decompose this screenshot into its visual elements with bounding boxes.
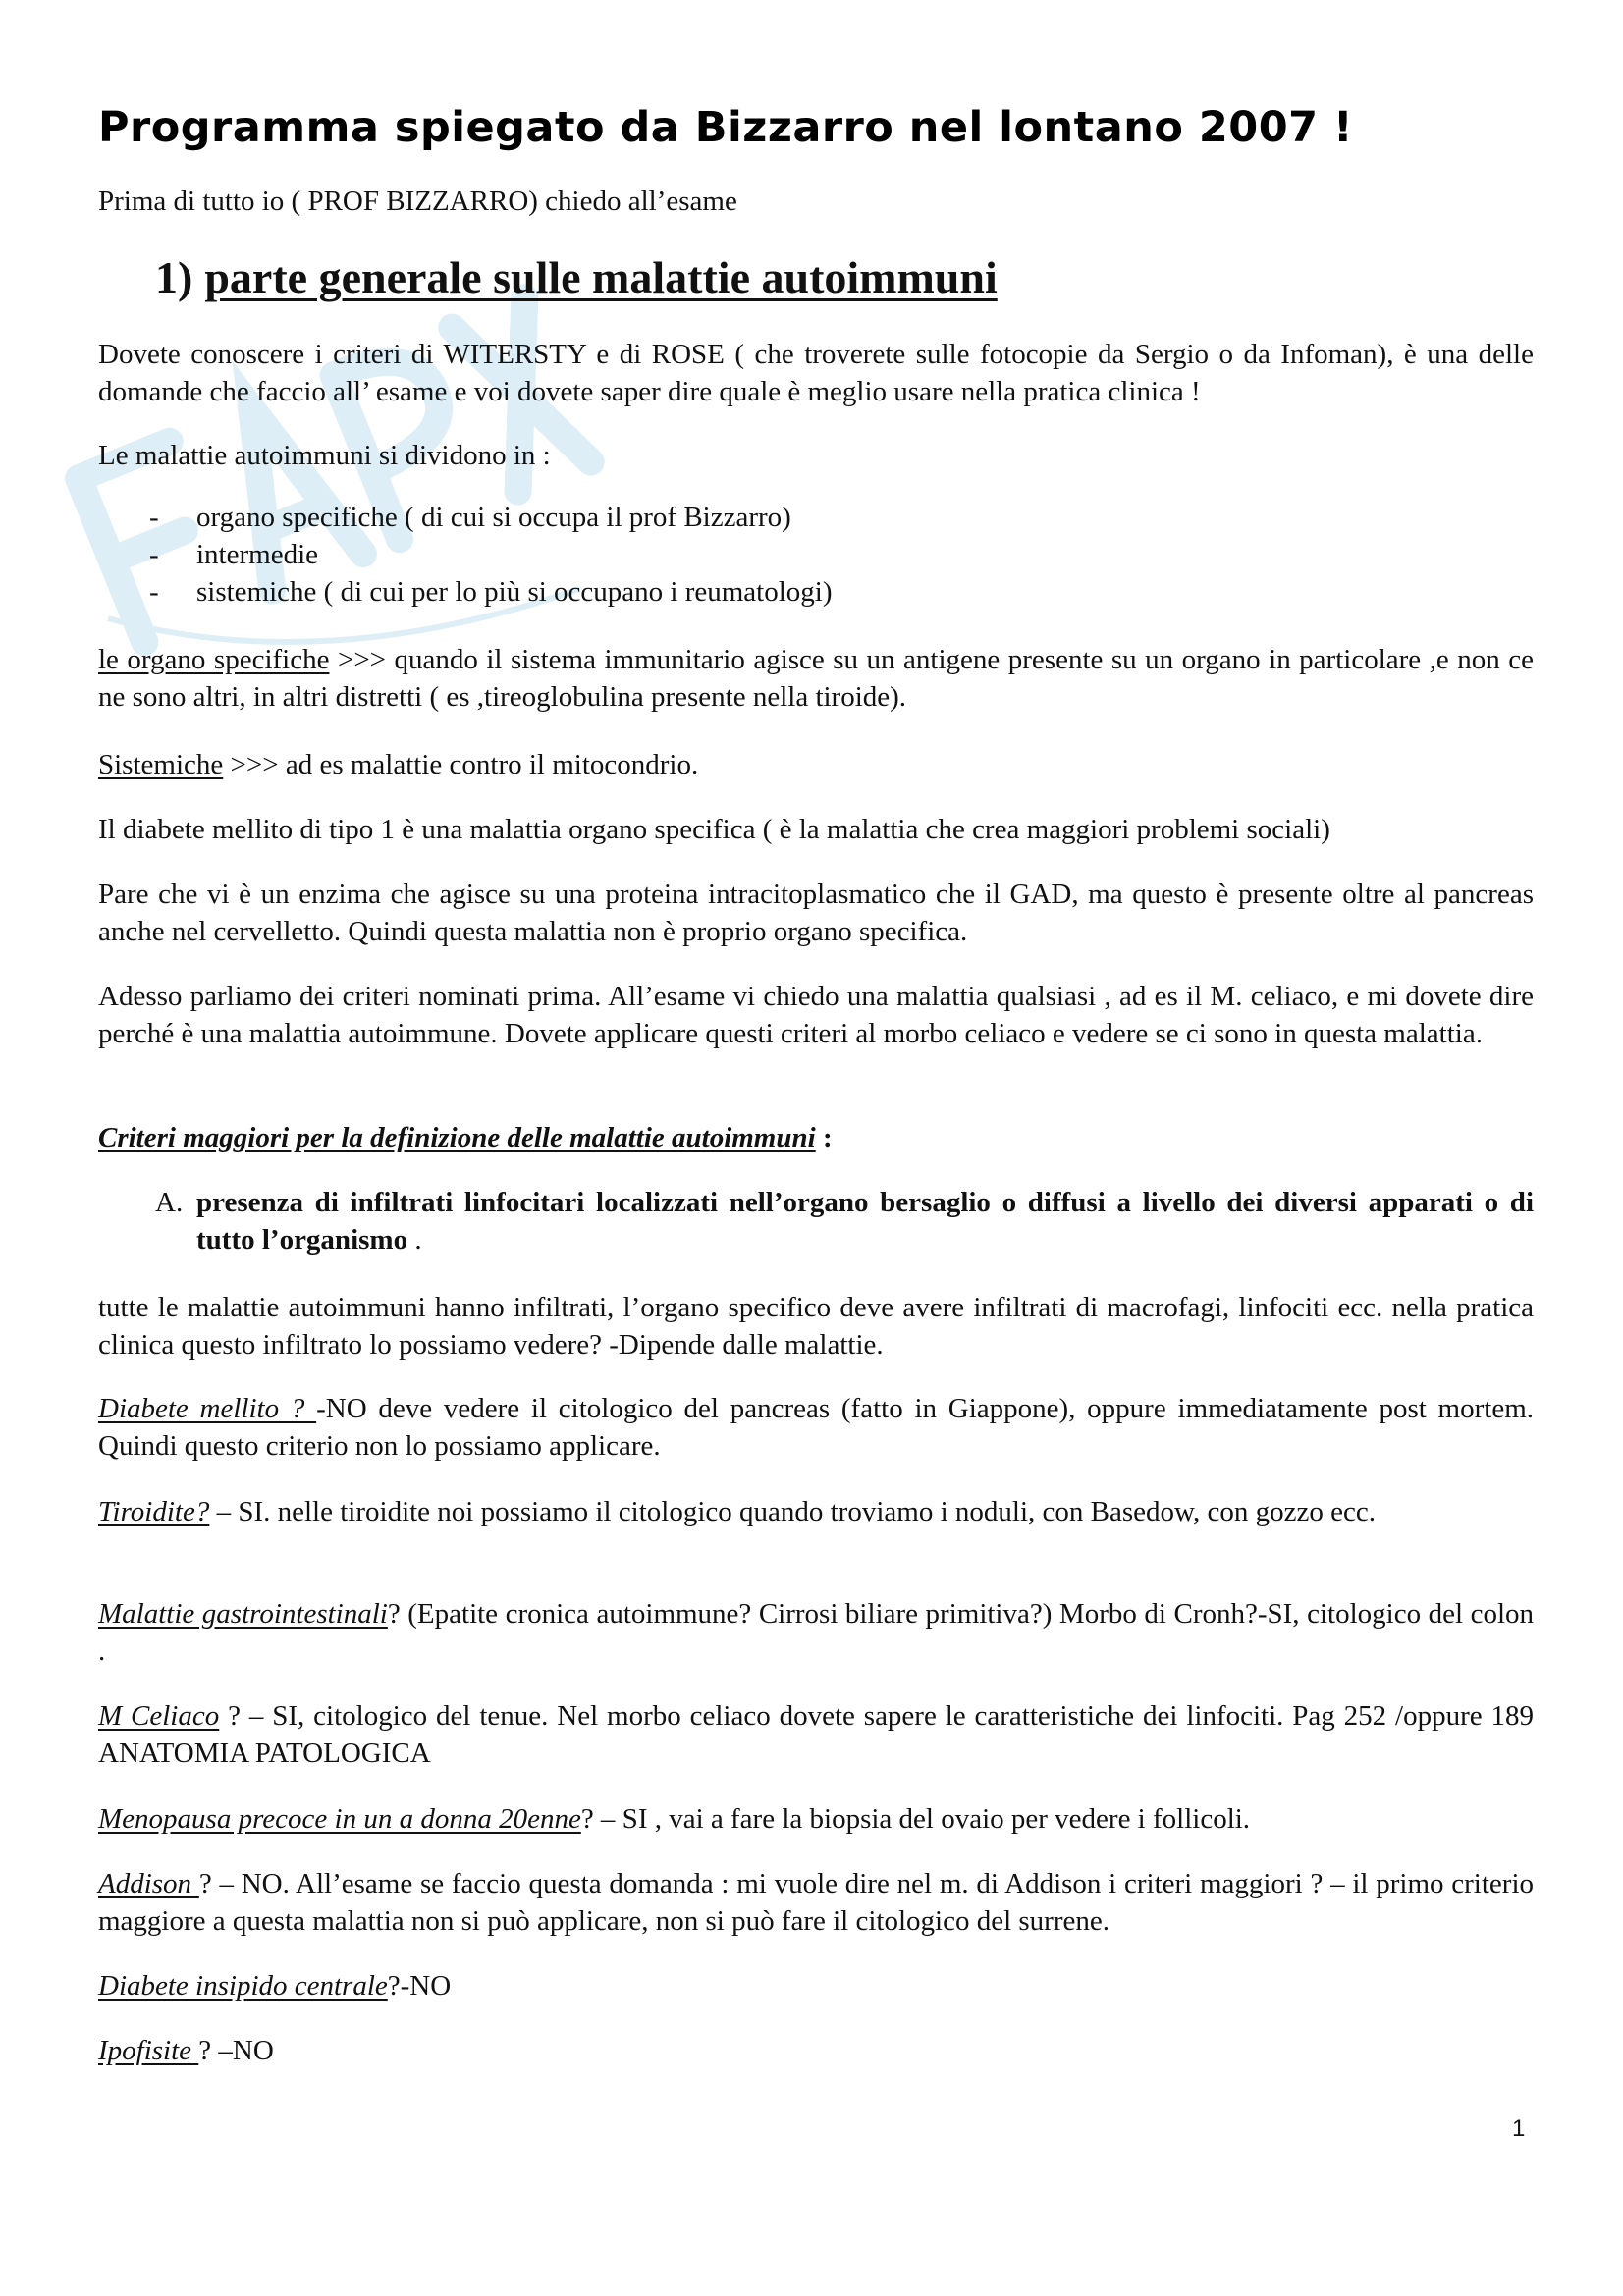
qa-diabete-mellito [98, 1390, 1534, 1465]
paragraph-infiltrati [98, 1289, 1534, 1363]
paragraph-text: Le malattie autoimmuni si dividono in : [98, 440, 551, 471]
list-item-text: intermedie [196, 539, 319, 570]
list-item: - intermedie [98, 536, 833, 573]
qa-question: M Celiaco [98, 1700, 220, 1732]
paragraph-text: Il diabete mellito di tipo 1 è una malattia organo specifica ( è la malattia che crea maggiori problemi sociali) [98, 814, 1330, 845]
page-number: 1 [1512, 2115, 1526, 2142]
watermark-logo [29, 265, 638, 697]
section-heading [155, 245, 998, 310]
qa-ipofisite [98, 2032, 1534, 2069]
list-item: - organo specifiche ( di cui si occupa il prof Bizzarro) [98, 499, 833, 536]
criterion-a-end: . [407, 1224, 422, 1255]
qa-question: Menopausa precoce in un a donna 20enne [98, 1803, 581, 1835]
section-number: 1) [155, 252, 193, 302]
qa-m-celiaco [98, 1697, 1534, 1772]
qa-diabete-insipido [98, 1967, 1534, 2004]
qa-question: Tiroidite? [98, 1496, 210, 1527]
paragraph-enzima [98, 876, 1534, 950]
paragraph-text: Adesso parliamo dei criteri nominati prima. All’esame vi chiedo una malattia qualsiasi , ad es il M. celiaco, e mi dovete dire perché è una malattia autoimmune. Dovete applicare questi criteri al morbo celiaco e vedere se ci sono in questa malattia. [98, 981, 1534, 1049]
qa-question: Addison [98, 1868, 199, 1899]
list-item-text: sistemiche ( di cui per lo più si occupano i reumatologi) [196, 576, 833, 608]
paragraph-criteri-intro [98, 336, 1534, 410]
paragraph-organo-specifiche [98, 641, 1534, 716]
paragraph-adesso [98, 978, 1534, 1052]
criterion-a [155, 1184, 1534, 1258]
paragraph-text: >>> quando il sistema immunitario agisce su un antigene presente su un organo in particolare ,e non ce ne sono altri, in altri distretti ( es ,tireoglobulina presente nella tiroide). [98, 644, 1534, 713]
paragraph-divisione [98, 437, 1534, 474]
qa-question: Diabete insipido centrale [98, 1970, 388, 2002]
qa-question: Diabete mellito ? [98, 1393, 317, 1424]
paragraph-diabete [98, 811, 1534, 848]
bullet-list [98, 499, 833, 611]
qa-answer: ? (Epatite cronica autoimmune? Cirrosi biliare primitiva?) Morbo di Cronh?-SI, citologico del colon . [98, 1598, 1535, 1667]
qa-answer: – SI. nelle tiroidite noi possiamo il citologico quando troviamo i noduli, con Basedow, con gozzo ecc. [209, 1496, 1377, 1527]
qa-addison [98, 1865, 1534, 1940]
list-item: - sistemiche ( di cui per lo più si occupano i reumatologi) [98, 573, 833, 611]
criterion-a-label: A. [155, 1187, 184, 1218]
paragraph-text: Pare che vi è un enzima che agisce su una proteina intracitoplasmatico che il GAD, ma questo è presente oltre al pancreas anche nel cervelletto. Quindi questa malattia non è proprio organo specifica. [98, 879, 1534, 947]
qa-question: Ipofisite [98, 2035, 199, 2066]
qa-tiroidite [98, 1493, 1534, 1530]
qa-malattie-gastrointestinali [98, 1595, 1534, 1670]
qa-answer: ?-NO [387, 1970, 452, 2002]
qa-menopausa [98, 1800, 1534, 1838]
criteri-heading-text: Criteri maggiori per la definizione delle malattie autoimmuni [98, 1122, 816, 1153]
sistemiche-label: Sistemiche [98, 749, 224, 780]
document-title: Programma spiegato da Bizzarro nel lontano 2007 ! [98, 103, 1354, 152]
qa-question: Malattie gastrointestinali [98, 1598, 388, 1629]
paragraph-text: tutte le malattie autoimmuni hanno infiltrati, l’organo specifico deve avere infiltrati di macrofagi, linfociti ecc. nella pratica clinica questo infiltrato lo possiamo vedere? -Dipende dalle malattie. [98, 1292, 1534, 1361]
list-item-text: organo specifiche ( di cui si occupa il prof Bizzarro) [196, 502, 791, 533]
criteri-heading [98, 1119, 1534, 1156]
qa-answer: ? – SI, citologico del tenue. Nel morbo celiaco dovete sapere le caratteristiche dei linfociti. Pag 252 /oppure 189 ANATOMIA PATOLOGICA [98, 1700, 1535, 1769]
criterion-a-text: presenza di infiltrati linfocitari localizzati nell’organo bersaglio o diffusi a livello dei diversi apparati o di tutto l’organismo [196, 1187, 1534, 1255]
intro-line: Prima di tutto io ( PROF BIZZARRO) chiedo all’esame [98, 186, 737, 217]
paragraph-sistemiche [98, 746, 1534, 783]
section-heading-text: parte generale sulle malattie autoimmuni [204, 252, 998, 302]
qa-answer: ? –NO [198, 2035, 274, 2066]
organo-specifiche-label: le organo specifiche [98, 644, 330, 675]
qa-answer: ? – NO. All’esame se faccio questa domanda : mi vuole dire nel m. di Addison i criteri maggiori ? – il primo criterio maggiore a questa malattia non si può applicare, non si può fare il citologico del surrene. [98, 1868, 1534, 1937]
qa-answer: ? – SI , vai a fare la biopsia del ovaio per vedere i follicoli. [580, 1803, 1251, 1835]
criteri-heading-colon: : [815, 1122, 833, 1153]
paragraph-text: >>> ad es malattie contro il mitocondrio. [223, 749, 699, 780]
paragraph-text: Dovete conoscere i criteri di WITERSTY e di ROSE ( che troverete sulle fotocopie da Sergio o da Infoman), è una delle domande che faccio all’ esame e voi dovete saper dire quale è meglio usare nella pratica clinica ! [98, 339, 1534, 407]
qa-answer: -NO deve vedere il citologico del pancreas (fatto in Giappone), oppure immediatamente post mortem. Quindi questo criterio non lo possiamo applicare. [98, 1393, 1534, 1462]
